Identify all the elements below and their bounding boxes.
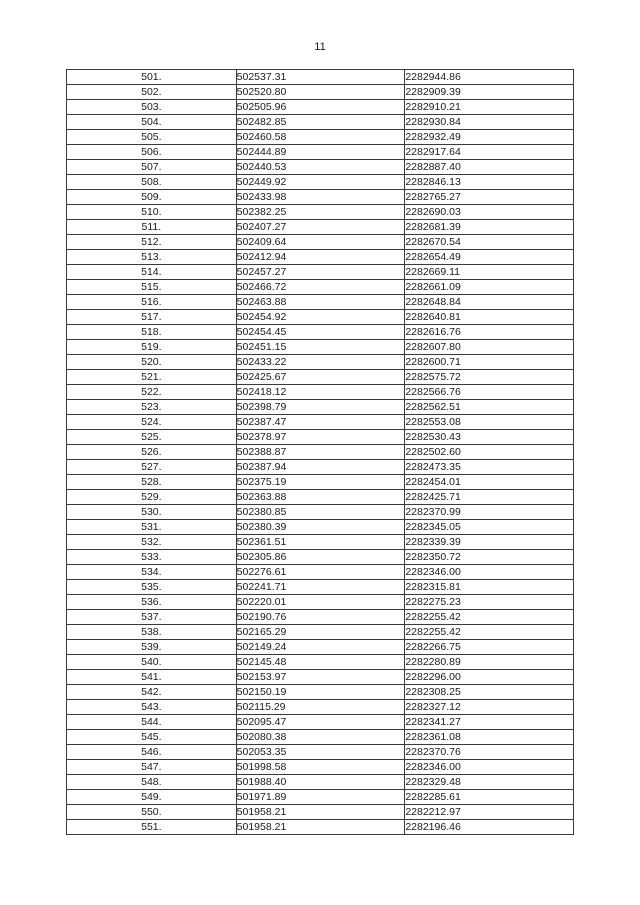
- y-coordinate-cell: 2282255.42: [405, 610, 574, 625]
- y-coordinate-cell: 2282339.39: [405, 535, 574, 550]
- x-coordinate-cell: 502387.47: [236, 415, 405, 430]
- x-coordinate-cell: 502150.19: [236, 685, 405, 700]
- y-coordinate-cell: 2282600.71: [405, 355, 574, 370]
- y-coordinate-cell: 2282909.39: [405, 85, 574, 100]
- x-coordinate-cell: 502449.92: [236, 175, 405, 190]
- table-row: [67, 730, 574, 745]
- x-coordinate-cell: 502380.39: [236, 520, 405, 535]
- x-coordinate-cell: 502363.88: [236, 490, 405, 505]
- table-row: [67, 130, 574, 145]
- point-number-cell: 512.: [67, 235, 237, 250]
- y-coordinate-cell: 2282425.71: [405, 490, 574, 505]
- point-number-cell: 504.: [67, 115, 237, 130]
- y-coordinate-cell: 2282196.46: [405, 820, 574, 835]
- point-number-cell: 550.: [67, 805, 237, 820]
- point-number-cell: 544.: [67, 715, 237, 730]
- x-coordinate-cell: 502409.64: [236, 235, 405, 250]
- point-number-cell: 511.: [67, 220, 237, 235]
- y-coordinate-cell: 2282255.42: [405, 625, 574, 640]
- x-coordinate-cell: 501998.58: [236, 760, 405, 775]
- table-row: [67, 325, 574, 340]
- y-coordinate-cell: 2282690.03: [405, 205, 574, 220]
- x-coordinate-cell: 502454.92: [236, 310, 405, 325]
- x-coordinate-cell: 502457.27: [236, 265, 405, 280]
- table-row: [67, 445, 574, 460]
- y-coordinate-cell: 2282681.39: [405, 220, 574, 235]
- point-number-cell: 501.: [67, 70, 237, 85]
- y-coordinate-cell: 2282932.49: [405, 130, 574, 145]
- y-coordinate-cell: 2282575.72: [405, 370, 574, 385]
- table-row: [67, 280, 574, 295]
- table-row: [67, 235, 574, 250]
- x-coordinate-cell: 502537.31: [236, 70, 405, 85]
- y-coordinate-cell: 2282562.51: [405, 400, 574, 415]
- table-row: [67, 70, 574, 85]
- table-row: [67, 745, 574, 760]
- x-coordinate-cell: 502482.85: [236, 115, 405, 130]
- table-row: [67, 565, 574, 580]
- y-coordinate-cell: 2282266.75: [405, 640, 574, 655]
- table-row: [67, 310, 574, 325]
- table-row: [67, 115, 574, 130]
- y-coordinate-cell: 2282212.97: [405, 805, 574, 820]
- x-coordinate-cell: 502451.15: [236, 340, 405, 355]
- table-row: [67, 610, 574, 625]
- y-coordinate-cell: 2282454.01: [405, 475, 574, 490]
- point-number-cell: 518.: [67, 325, 237, 340]
- y-coordinate-cell: 2282275.23: [405, 595, 574, 610]
- y-coordinate-cell: 2282887.40: [405, 160, 574, 175]
- point-number-cell: 513.: [67, 250, 237, 265]
- point-number-cell: 533.: [67, 550, 237, 565]
- point-number-cell: 530.: [67, 505, 237, 520]
- y-coordinate-cell: 2282944.86: [405, 70, 574, 85]
- x-coordinate-cell: 502190.76: [236, 610, 405, 625]
- y-coordinate-cell: 2282670.54: [405, 235, 574, 250]
- table-row: [67, 340, 574, 355]
- x-coordinate-cell: 502407.27: [236, 220, 405, 235]
- point-number-cell: 502.: [67, 85, 237, 100]
- table-row: [67, 160, 574, 175]
- x-coordinate-cell: 502165.29: [236, 625, 405, 640]
- point-number-cell: 523.: [67, 400, 237, 415]
- point-number-cell: 527.: [67, 460, 237, 475]
- point-number-cell: 529.: [67, 490, 237, 505]
- x-coordinate-cell: 502153.97: [236, 670, 405, 685]
- coordinates-table: [66, 69, 574, 835]
- y-coordinate-cell: 2282315.81: [405, 580, 574, 595]
- table-row: [67, 145, 574, 160]
- point-number-cell: 531.: [67, 520, 237, 535]
- y-coordinate-cell: 2282327.12: [405, 700, 574, 715]
- table-row: [67, 580, 574, 595]
- point-number-cell: 509.: [67, 190, 237, 205]
- point-number-cell: 517.: [67, 310, 237, 325]
- x-coordinate-cell: 501971.89: [236, 790, 405, 805]
- table-row: [67, 490, 574, 505]
- point-number-cell: 515.: [67, 280, 237, 295]
- x-coordinate-cell: 502520.80: [236, 85, 405, 100]
- y-coordinate-cell: 2282370.99: [405, 505, 574, 520]
- x-coordinate-cell: 502463.88: [236, 295, 405, 310]
- table-row: [67, 415, 574, 430]
- table-row: [67, 430, 574, 445]
- x-coordinate-cell: 502454.45: [236, 325, 405, 340]
- x-coordinate-cell: 502433.98: [236, 190, 405, 205]
- point-number-cell: 546.: [67, 745, 237, 760]
- point-number-cell: 536.: [67, 595, 237, 610]
- x-coordinate-cell: 502418.12: [236, 385, 405, 400]
- y-coordinate-cell: 2282910.21: [405, 100, 574, 115]
- point-number-cell: 503.: [67, 100, 237, 115]
- point-number-cell: 535.: [67, 580, 237, 595]
- point-number-cell: 516.: [67, 295, 237, 310]
- y-coordinate-cell: 2282765.27: [405, 190, 574, 205]
- point-number-cell: 541.: [67, 670, 237, 685]
- y-coordinate-cell: 2282648.84: [405, 295, 574, 310]
- y-coordinate-cell: 2282341.27: [405, 715, 574, 730]
- x-coordinate-cell: 502375.19: [236, 475, 405, 490]
- y-coordinate-cell: 2282296.00: [405, 670, 574, 685]
- x-coordinate-cell: 502305.86: [236, 550, 405, 565]
- point-number-cell: 520.: [67, 355, 237, 370]
- x-coordinate-cell: 501958.21: [236, 820, 405, 835]
- table-row: [67, 385, 574, 400]
- table-row: [67, 760, 574, 775]
- y-coordinate-cell: 2282346.00: [405, 760, 574, 775]
- y-coordinate-cell: 2282669.11: [405, 265, 574, 280]
- x-coordinate-cell: 501958.21: [236, 805, 405, 820]
- table-row: [67, 790, 574, 805]
- y-coordinate-cell: 2282607.80: [405, 340, 574, 355]
- y-coordinate-cell: 2282473.35: [405, 460, 574, 475]
- point-number-cell: 522.: [67, 385, 237, 400]
- table-row: [67, 625, 574, 640]
- x-coordinate-cell: 502115.29: [236, 700, 405, 715]
- point-number-cell: 505.: [67, 130, 237, 145]
- x-coordinate-cell: 502095.47: [236, 715, 405, 730]
- x-coordinate-cell: 502276.61: [236, 565, 405, 580]
- table-row: [67, 250, 574, 265]
- point-number-cell: 507.: [67, 160, 237, 175]
- table-row: [67, 820, 574, 835]
- table-row: [67, 655, 574, 670]
- x-coordinate-cell: 502220.01: [236, 595, 405, 610]
- table-row: [67, 805, 574, 820]
- x-coordinate-cell: 501988.40: [236, 775, 405, 790]
- y-coordinate-cell: 2282329.48: [405, 775, 574, 790]
- y-coordinate-cell: 2282616.76: [405, 325, 574, 340]
- x-coordinate-cell: 502053.35: [236, 745, 405, 760]
- table-row: [67, 460, 574, 475]
- x-coordinate-cell: 502412.94: [236, 250, 405, 265]
- point-number-cell: 537.: [67, 610, 237, 625]
- y-coordinate-cell: 2282661.09: [405, 280, 574, 295]
- point-number-cell: 540.: [67, 655, 237, 670]
- point-number-cell: 508.: [67, 175, 237, 190]
- x-coordinate-cell: 502425.67: [236, 370, 405, 385]
- y-coordinate-cell: 2282553.08: [405, 415, 574, 430]
- table-row: [67, 85, 574, 100]
- y-coordinate-cell: 2282917.64: [405, 145, 574, 160]
- x-coordinate-cell: 502241.71: [236, 580, 405, 595]
- y-coordinate-cell: 2282350.72: [405, 550, 574, 565]
- y-coordinate-cell: 2282502.60: [405, 445, 574, 460]
- point-number-cell: 551.: [67, 820, 237, 835]
- x-coordinate-cell: 502505.96: [236, 100, 405, 115]
- table-row: [67, 355, 574, 370]
- coordinates-table-body: [67, 70, 574, 835]
- point-number-cell: 510.: [67, 205, 237, 220]
- point-number-cell: 528.: [67, 475, 237, 490]
- page-number: 11: [314, 41, 326, 53]
- x-coordinate-cell: 502433.22: [236, 355, 405, 370]
- point-number-cell: 542.: [67, 685, 237, 700]
- table-row: [67, 685, 574, 700]
- point-number-cell: 506.: [67, 145, 237, 160]
- point-number-cell: 547.: [67, 760, 237, 775]
- point-number-cell: 549.: [67, 790, 237, 805]
- point-number-cell: 532.: [67, 535, 237, 550]
- x-coordinate-cell: 502380.85: [236, 505, 405, 520]
- point-number-cell: 519.: [67, 340, 237, 355]
- y-coordinate-cell: 2282654.49: [405, 250, 574, 265]
- table-row: [67, 535, 574, 550]
- table-row: [67, 175, 574, 190]
- point-number-cell: 524.: [67, 415, 237, 430]
- table-row: [67, 505, 574, 520]
- table-row: [67, 475, 574, 490]
- y-coordinate-cell: 2282930.84: [405, 115, 574, 130]
- point-number-cell: 514.: [67, 265, 237, 280]
- table-row: [67, 190, 574, 205]
- point-number-cell: 538.: [67, 625, 237, 640]
- x-coordinate-cell: 502388.87: [236, 445, 405, 460]
- x-coordinate-cell: 502440.53: [236, 160, 405, 175]
- point-number-cell: 534.: [67, 565, 237, 580]
- point-number-cell: 539.: [67, 640, 237, 655]
- table-row: [67, 295, 574, 310]
- y-coordinate-cell: 2282566.76: [405, 385, 574, 400]
- x-coordinate-cell: 502466.72: [236, 280, 405, 295]
- y-coordinate-cell: 2282361.08: [405, 730, 574, 745]
- y-coordinate-cell: 2282345.05: [405, 520, 574, 535]
- x-coordinate-cell: 502444.89: [236, 145, 405, 160]
- y-coordinate-cell: 2282285.61: [405, 790, 574, 805]
- table-row: [67, 100, 574, 115]
- table-row: [67, 775, 574, 790]
- y-coordinate-cell: 2282370.76: [405, 745, 574, 760]
- table-row: [67, 700, 574, 715]
- x-coordinate-cell: 502361.51: [236, 535, 405, 550]
- y-coordinate-cell: 2282640.81: [405, 310, 574, 325]
- point-number-cell: 545.: [67, 730, 237, 745]
- point-number-cell: 521.: [67, 370, 237, 385]
- table-row: [67, 550, 574, 565]
- point-number-cell: 543.: [67, 700, 237, 715]
- y-coordinate-cell: 2282308.25: [405, 685, 574, 700]
- table-row: [67, 370, 574, 385]
- x-coordinate-cell: 502080.38: [236, 730, 405, 745]
- point-number-cell: 526.: [67, 445, 237, 460]
- table-row: [67, 640, 574, 655]
- y-coordinate-cell: 2282280.89: [405, 655, 574, 670]
- y-coordinate-cell: 2282346.00: [405, 565, 574, 580]
- table-row: [67, 595, 574, 610]
- x-coordinate-cell: 502398.79: [236, 400, 405, 415]
- table-row: [67, 520, 574, 535]
- y-coordinate-cell: 2282846.13: [405, 175, 574, 190]
- point-number-cell: 548.: [67, 775, 237, 790]
- x-coordinate-cell: 502378.97: [236, 430, 405, 445]
- y-coordinate-cell: 2282530.43: [405, 430, 574, 445]
- x-coordinate-cell: 502145.48: [236, 655, 405, 670]
- table-row: [67, 265, 574, 280]
- table-row: [67, 715, 574, 730]
- x-coordinate-cell: 502460.58: [236, 130, 405, 145]
- point-number-cell: 525.: [67, 430, 237, 445]
- table-row: [67, 205, 574, 220]
- table-row: [67, 400, 574, 415]
- table-row: [67, 220, 574, 235]
- x-coordinate-cell: 502382.25: [236, 205, 405, 220]
- table-row: [67, 670, 574, 685]
- x-coordinate-cell: 502387.94: [236, 460, 405, 475]
- x-coordinate-cell: 502149.24: [236, 640, 405, 655]
